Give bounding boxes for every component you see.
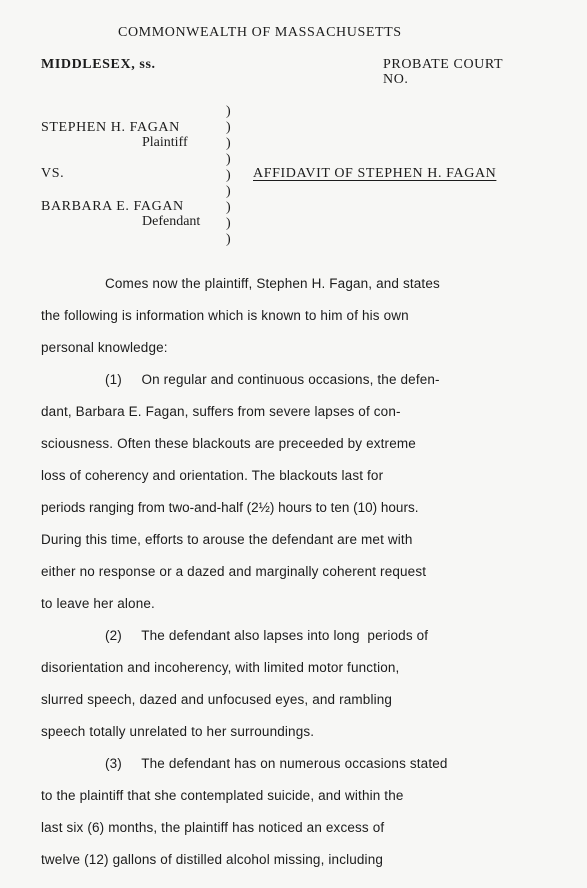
county-line: MIDDLESEX, ss. [41,57,156,72]
body-line: twelve (12) gallons of distilled alcohol missing, including [41,852,384,867]
caption-paren: ) [226,232,231,247]
body-line: Comes now the plaintiff, Stephen H. Fagan, and states [105,276,440,291]
body-line: periods ranging from two-and-half (2½) hours to ten (10) hours. [41,500,419,515]
body-line: (3) The defendant has on numerous occasions stated [105,756,448,771]
versus-label: VS. [41,166,65,181]
caption-paren: ) [226,152,231,167]
caption-paren: ) [226,200,231,215]
court-name: PROBATE COURT [383,57,504,72]
body-line: During this time, efforts to arouse the defendant are met with [41,532,413,547]
caption-paren: ) [226,104,231,119]
commonwealth-heading: COMMONWEALTH OF MASSACHUSETTS [118,25,402,40]
body-line: (2) The defendant also lapses into long periods of [105,628,429,643]
body-line: slurred speech, dazed and unfocused eyes, and rambling [41,692,393,707]
caption-paren: ) [226,120,231,135]
defendant-role: Defendant [142,214,201,229]
body-line: dant, Barbara E. Fagan, suffers from severe lapses of con- [41,404,401,419]
body-line: last six (6) months, the plaintiff has noticed an excess of [41,820,385,835]
body-line: to leave her alone. [41,596,155,611]
body-line: (1) On regular and continuous occasions, the defen- [105,372,440,387]
caption-paren: ) [226,184,231,199]
defendant-name: BARBARA E. FAGAN [41,199,184,214]
body-line: loss of coherency and orientation. The blackouts last for [41,468,384,483]
caption-paren: ) [226,168,231,183]
plaintiff-role: Plaintiff [142,135,188,150]
body-line: personal knowledge: [41,340,168,355]
body-line: the following is information which is known to him of his own [41,308,409,323]
body-line: to the plaintiff that she contemplated suicide, and within the [41,788,404,803]
body-line: either no response or a dazed and marginally coherent request [41,564,427,579]
caption-paren: ) [226,216,231,231]
court-number-label: NO. [383,72,409,87]
body-line: sciousness. Often these blackouts are preceeded by extreme [41,436,416,451]
affidavit-title: AFFIDAVIT OF STEPHEN H. FAGAN [253,166,497,181]
caption-paren: ) [226,136,231,151]
plaintiff-name: STEPHEN H. FAGAN [41,120,180,135]
body-line: disorientation and incoherency, with limited motor function, [41,660,400,675]
body-line: speech totally unrelated to her surroundings. [41,724,315,739]
